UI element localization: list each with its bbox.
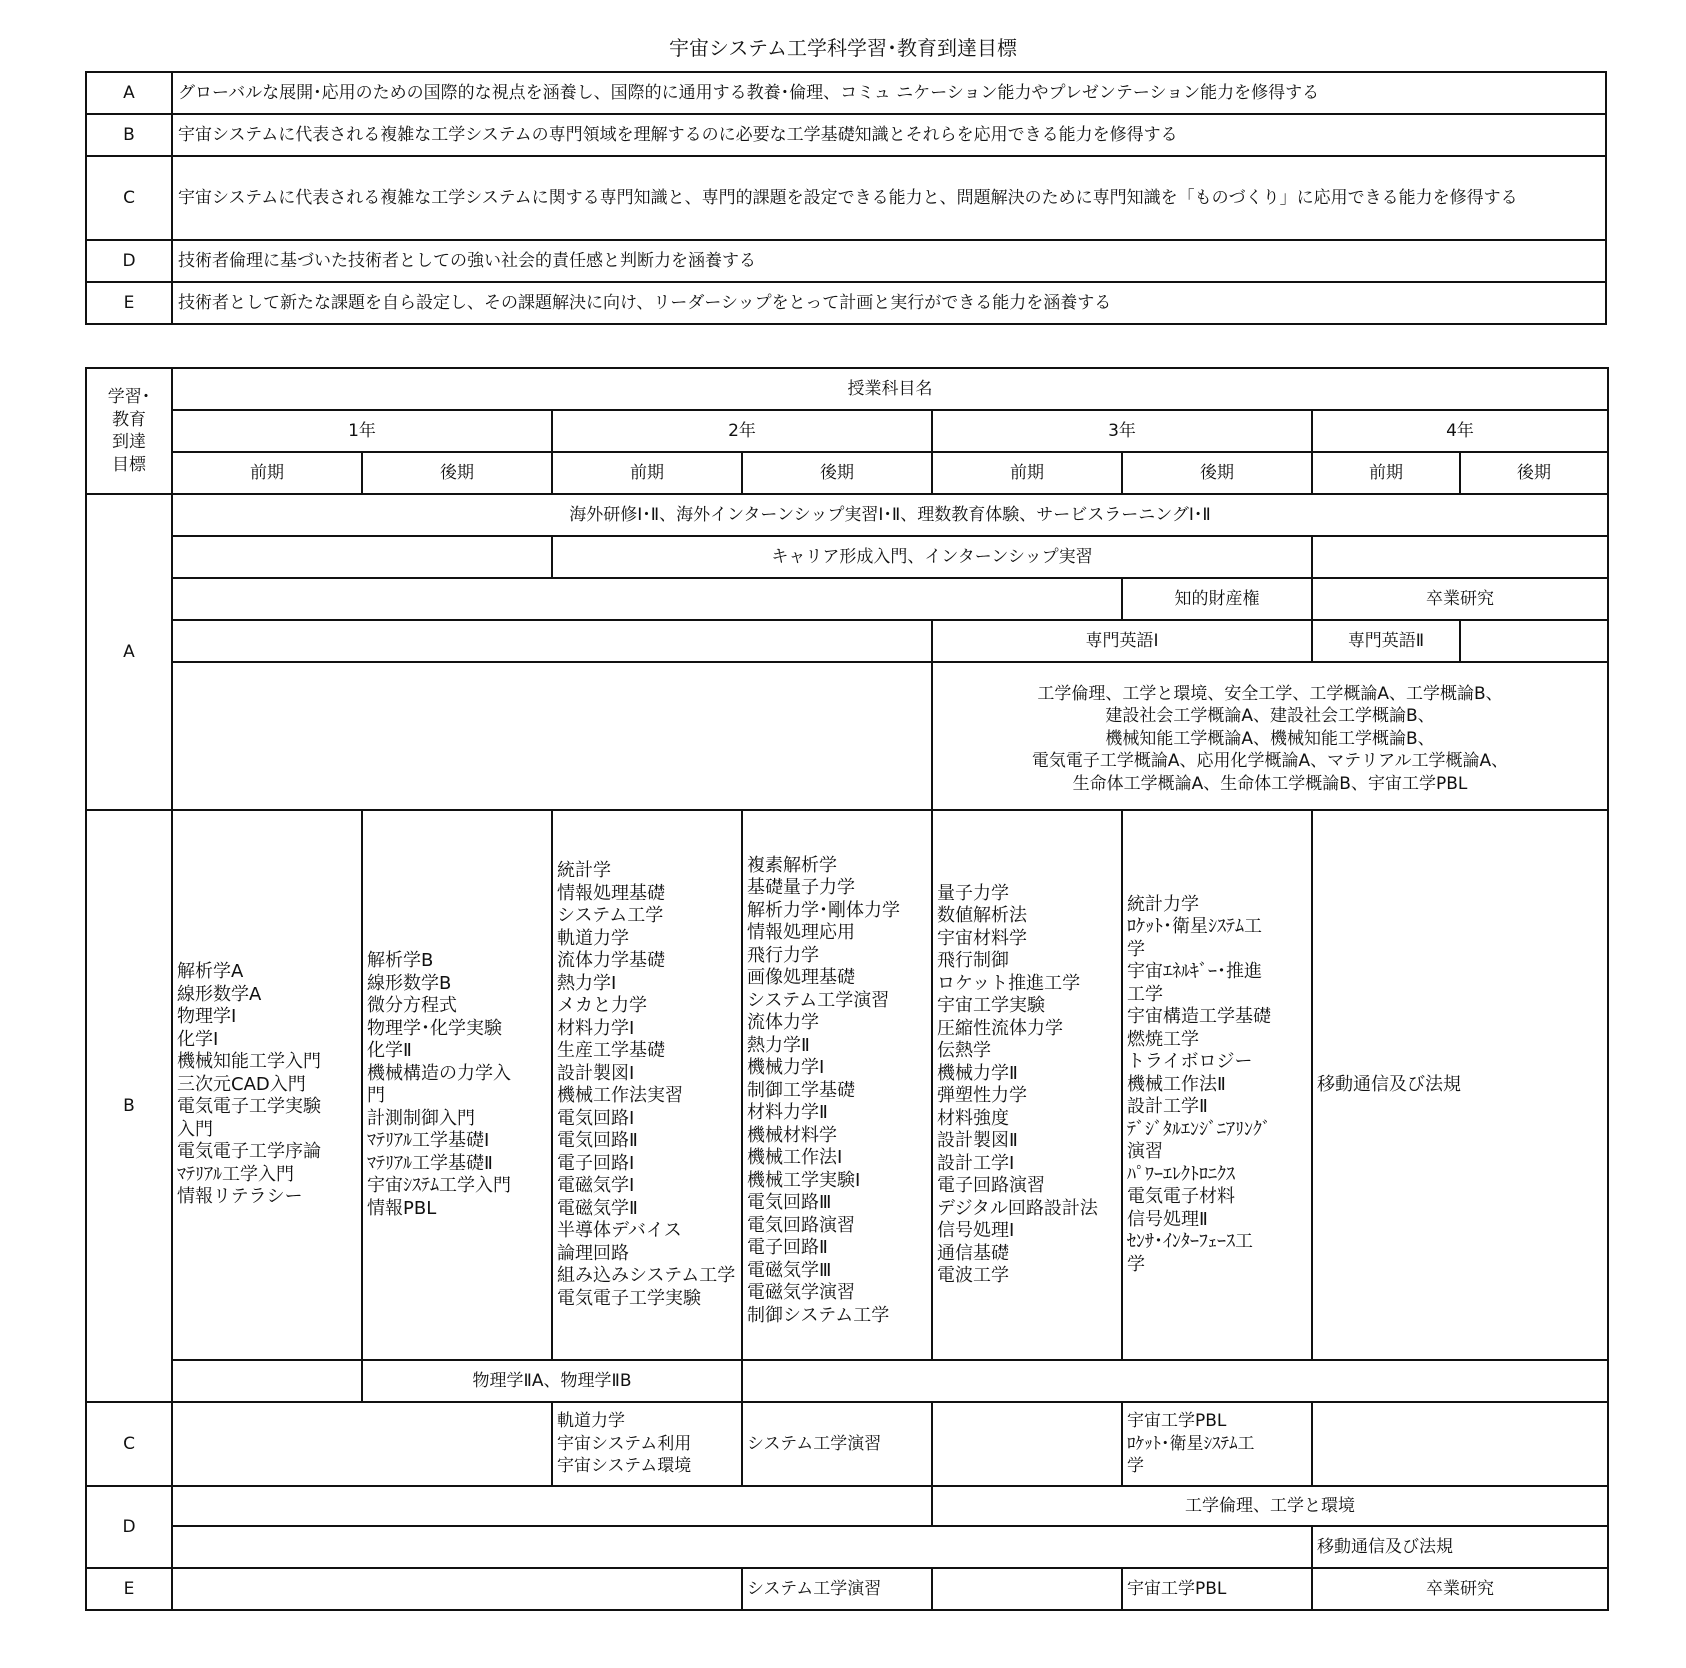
empty-cell	[172, 1360, 362, 1402]
goal-text: 技術者として新たな課題を自ら設定し、その課題解決に向け、リーダーシップをとって計画と実行ができる能力を涵養する	[172, 282, 1606, 324]
a-overseas-courses: 海外研修Ⅰ･Ⅱ、海外インターンシップ実習Ⅰ･Ⅱ、理数教育体験、サービスラーニングⅠ･Ⅱ	[172, 494, 1608, 536]
term-header: 前期	[552, 452, 742, 494]
empty-cell	[932, 1568, 1122, 1610]
a-tech-english-1: 専門英語Ⅰ	[932, 620, 1312, 662]
goal-text: グローバルな展開･応用のための国際的な視点を涵養し、国際的に通用する教養･倫理、コミュ ニケーション能力やプレゼンテーション能力を修得する	[172, 72, 1606, 114]
c-y3-second-list: 宇宙工学PBL ﾛｹｯﾄ･衛星ｼｽﾃﾑ工 学	[1122, 1402, 1312, 1486]
row-label-e: E	[86, 1568, 172, 1610]
empty-cell	[172, 1568, 742, 1610]
b-y3-first-list: 量子力学 数値解析法 宇宙材料学 飛行制御 ロケット推進工学 宇宙工学実験 圧縮性流体力学 伝熱学 機械力学Ⅱ 弾塑性力学 材料強度 設計製図Ⅱ 設計工学Ⅰ 電子回路演習 デジタル回路設計法 信号処理Ⅰ 通信基礎 電波工学	[932, 810, 1122, 1360]
goal-text: 宇宙システムに代表される複雑な工学システムに関する専門知識と、専門的課題を設定できる能力と、問題解決のために専門知識を「ものづくり」に応用できる能力を修得する	[172, 156, 1606, 240]
subjects-header: 授業科目名	[172, 368, 1608, 410]
row-label-a: A	[86, 494, 172, 810]
goal-key: E	[86, 282, 172, 324]
term-header: 後期	[1122, 452, 1312, 494]
term-header: 前期	[172, 452, 362, 494]
goal-text: 技術者倫理に基づいた技術者としての強い社会的責任感と判断力を涵養する	[172, 240, 1606, 282]
year-header: 3年	[932, 410, 1312, 452]
empty-cell	[172, 1402, 552, 1486]
row-label-d: D	[86, 1486, 172, 1568]
b-y1-first-list: 解析学A 線形数学A 物理学Ⅰ 化学Ⅰ 機械知能工学入門 三次元CAD入門 電気電子工学実験 入門 電気電子工学序論 ﾏﾃﾘｱﾙ工学入門 情報リテラシー	[172, 810, 362, 1360]
year-header: 1年	[172, 410, 552, 452]
goal-row	[86, 240, 1606, 282]
goal-row	[86, 72, 1606, 114]
a-graduation-research: 卒業研究	[1312, 578, 1608, 620]
year-header: 2年	[552, 410, 932, 452]
b-y4-list: 移動通信及び法規	[1312, 810, 1608, 1360]
empty-cell	[172, 1486, 932, 1526]
curriculum-table	[85, 367, 1609, 1611]
row-label-c: C	[86, 1402, 172, 1486]
goal-key: D	[86, 240, 172, 282]
c-y2-second-list: システム工学演習	[742, 1402, 932, 1486]
page-title: 宇宙システム工学科学習･教育到達目標	[669, 36, 1017, 60]
goals-table	[85, 71, 1607, 325]
b-physics-2: 物理学ⅡA、物理学ⅡB	[362, 1360, 742, 1402]
e-system-eng-exercise: システム工学演習	[742, 1568, 932, 1610]
goal-column-header: 学習･ 教育 到達 目標	[86, 368, 172, 494]
e-space-eng-pbl: 宇宙工学PBL	[1122, 1568, 1312, 1610]
d-mobile-comm-law: 移動通信及び法規	[1312, 1526, 1608, 1568]
goal-row	[86, 282, 1606, 324]
b-y3-second-list: 統計力学 ﾛｹｯﾄ･衛星ｼｽﾃﾑ工 学 宇宙ｴﾈﾙｷﾞｰ･推進 工学 宇宙構造工学基礎 燃焼工学 トライボロジー 機械工作法Ⅱ 設計工学Ⅱ ﾃﾞｼﾞﾀﾙｴﾝｼﾞﾆｱﾘﾝｸﾞ 演習 ﾊﾟﾜｰｴﾚｸﾄﾛﾆｸｽ 電気電子材料 信号処理Ⅱ ｾﾝｻ･ｲﾝﾀｰﾌｪｰｽ工 学	[1122, 810, 1312, 1360]
empty-cell	[172, 620, 932, 662]
term-header: 後期	[362, 452, 552, 494]
goal-row	[86, 114, 1606, 156]
empty-cell	[172, 662, 932, 810]
a-engineering-ethics-list: 工学倫理、工学と環境、安全工学、工学概論A、工学概論B、 建設社会工学概論A、建設社会工学概論B、 機械知能工学概論A、機械知能工学概論B、 電気電子工学概論A、応用化学概論A、マテリアル工学概論A、 生命体工学概論A、生命体工学概論B、宇宙工学PBL	[932, 662, 1608, 810]
empty-cell	[172, 1526, 1312, 1568]
b-y2-second-list: 複素解析学 基礎量子力学 解析力学･剛体力学 情報処理応用 飛行力学 画像処理基礎 システム工学演習 流体力学 熱力学Ⅱ 機械力学Ⅰ 制御工学基礎 材料力学Ⅱ 機械材料学 機械工作法Ⅰ 機械工学実験Ⅰ 電気回路Ⅲ 電気回路演習 電子回路Ⅱ 電磁気学Ⅲ 電磁気学演習 制御システム工学	[742, 810, 932, 1360]
goal-key: A	[86, 72, 172, 114]
row-label-b: B	[86, 810, 172, 1402]
d-ethics-courses: 工学倫理、工学と環境	[932, 1486, 1608, 1526]
a-intellectual-property: 知的財産権	[1122, 578, 1312, 620]
c-y2-first-list: 軌道力学 宇宙システム利用 宇宙システム環境	[552, 1402, 742, 1486]
empty-cell	[172, 578, 1122, 620]
goal-key: C	[86, 156, 172, 240]
empty-cell	[932, 1402, 1122, 1486]
goal-row	[86, 156, 1606, 240]
term-header: 後期	[742, 452, 932, 494]
term-header: 前期	[1312, 452, 1460, 494]
a-tech-english-2: 専門英語Ⅱ	[1312, 620, 1460, 662]
empty-cell	[172, 536, 552, 578]
term-header: 後期	[1460, 452, 1608, 494]
a-career-courses: キャリア形成入門、インターンシップ実習	[552, 536, 1312, 578]
empty-cell	[1460, 620, 1608, 662]
goal-text: 宇宙システムに代表される複雑な工学システムの専門領域を理解するのに必要な工学基礎知識とそれらを応用できる能力を修得する	[172, 114, 1606, 156]
b-y2-first-list: 統計学 情報処理基礎 システム工学 軌道力学 流体力学基礎 熱力学Ⅰ メカと力学 材料力学Ⅰ 生産工学基礎 設計製図Ⅰ 機械工作法実習 電気回路Ⅰ 電気回路Ⅱ 電子回路Ⅰ 電磁気学Ⅰ 電磁気学Ⅱ 半導体デバイス 論理回路 組み込みシステム工学 電気電子工学実験	[552, 810, 742, 1360]
e-graduation-research: 卒業研究	[1312, 1568, 1608, 1610]
empty-cell	[1312, 536, 1608, 578]
empty-cell	[1312, 1402, 1608, 1486]
b-y1-second-list: 解析学B 線形数学B 微分方程式 物理学･化学実験 化学Ⅱ 機械構造の力学入 門 計測制御入門 ﾏﾃﾘｱﾙ工学基礎Ⅰ ﾏﾃﾘｱﾙ工学基礎Ⅱ 宇宙ｼｽﾃﾑ工学入門 情報PBL	[362, 810, 552, 1360]
goal-key: B	[86, 114, 172, 156]
year-header: 4年	[1312, 410, 1608, 452]
term-header: 前期	[932, 452, 1122, 494]
empty-cell	[742, 1360, 1608, 1402]
